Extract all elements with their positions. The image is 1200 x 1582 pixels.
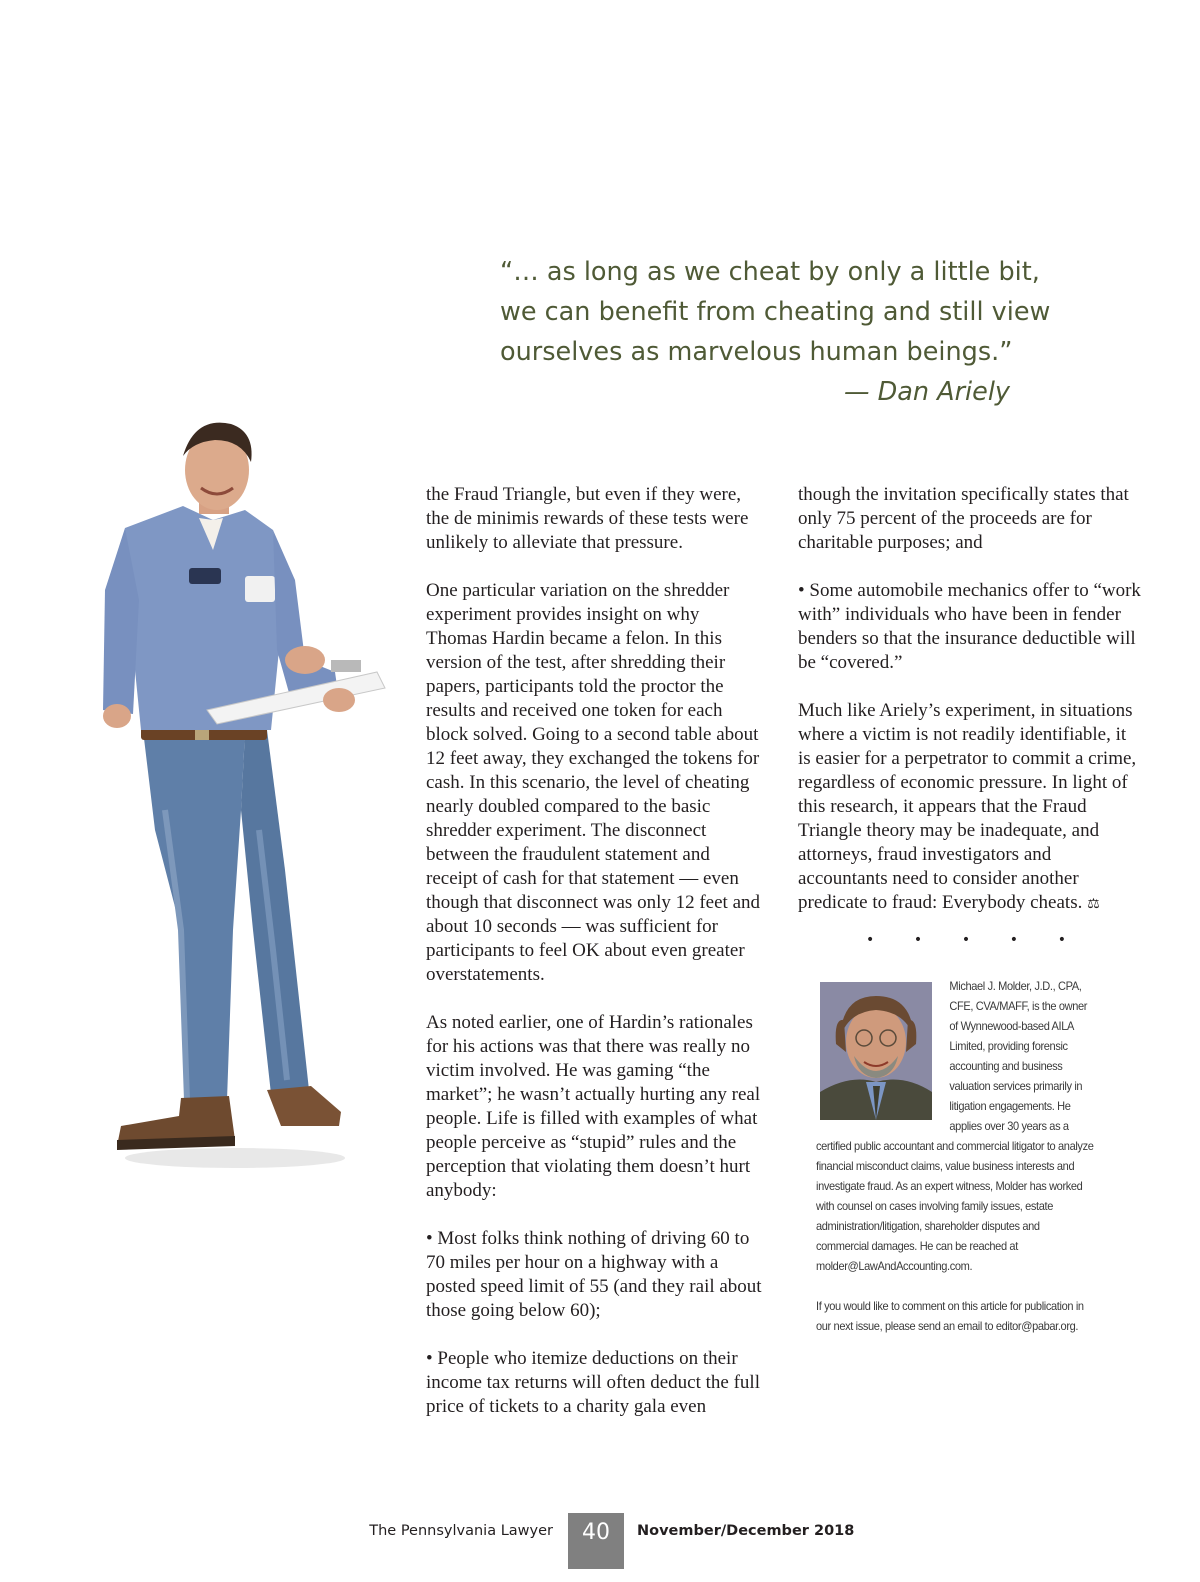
paragraph: the Fraud Triangle, but even if they were, the de minimis rewards of these tests were unlikely to alleviate that pressure. xyxy=(426,484,749,553)
separator-dot: • xyxy=(1057,932,1066,948)
section-separator xyxy=(866,932,1066,948)
author-bio xyxy=(816,976,1094,1356)
publication-name: The Pennsylvania Lawyer xyxy=(369,1523,553,1539)
comment-note: If you would like to comment on this article for publication in our next issue, please send an email to editor@pabar.org. xyxy=(816,1299,1084,1333)
page-footer xyxy=(0,1513,1200,1569)
separator-dot: • xyxy=(866,932,875,948)
pull-quote-attribution: — Dan Ariely xyxy=(843,377,1010,407)
paragraph: One particular variation on the shredder experiment provides insight on why Thomas Hardin became a felon. In this version of the test, after shredding their papers, participants told the proctor the results and received one token for each block solved. Going to a second table about 12 feet away, they exchanged the tokens for cash. In this scenario, the level of cheating nearly doubled compared to the basic shredder experiment. The disconnect between the fraudulent statement and receipt of cash for that statement — even though that disconnect was only 12 feet and about 10 seconds — was sufficient for participants to feel OK about even greater overstatements. xyxy=(426,580,761,985)
bio-text: Michael J. Molder, J.D., CPA, CFE, CVA/MAFF, is the owner of Wynnewood-based AILA Limited, providing forensic accounting and business valuation services primarily in litigation engagements. He applies over 30 years as a certified public accountant and commercial litigator to analyze financial misconduct claims, value business interests and investigate fraud. As an expert witness, Molder has worked with counsel on cases involving family issues, estate administration/litigation, shareholder disputes and commercial damages. He can be reached at molder@LawAndAccounting.com. xyxy=(816,979,1094,1273)
page-number: 40 xyxy=(568,1513,624,1569)
separator-dot: • xyxy=(913,932,923,948)
end-mark-icon: ⚖ xyxy=(1087,896,1100,912)
pull-quote-text: “… as long as we cheat by only a little bit, we can benefit from cheating and still view ourselves as marvelous human beings.” xyxy=(500,257,1051,367)
issue-date: November/December 2018 xyxy=(637,1523,855,1539)
paragraph xyxy=(798,699,1142,916)
paragraph-text: Much like Ariely’s experiment, in situations where a victim is not readily identifiable, it is easier for a perpetrator to commit a crime, regardless of economic pressure. In light of this research, it appears that the Fraud Triangle theory may be inadequate, and attorneys, fraud investigators and accountants need to consider another predicate to fraud: Everybody cheats. xyxy=(798,700,1137,913)
photo-spacer xyxy=(816,976,949,1136)
separator-dot: • xyxy=(961,932,971,948)
bullet-item: • Most folks think nothing of driving 60 to 70 miles per hour on a highway with a posted speed limit of 55 (and they rail about those going below 60); xyxy=(426,1227,762,1323)
article-column-right xyxy=(798,483,1142,940)
bullet-item: • People who itemize deductions on their income tax returns will often deduct the full price of tickets to a charity gala even xyxy=(426,1347,762,1419)
paragraph: As noted earlier, one of Hardin’s rationales for his actions was that there was really no victim involved. He was gaming “the market”; he wasn’t actually hurting any real people. Life is filled with examples of what people perceive as “stupid” rules and the perception that violating them doesn’t hurt anybody: xyxy=(426,1012,761,1201)
article-column-left xyxy=(426,483,762,1443)
pull-quote xyxy=(500,252,1080,412)
separator-dot: • xyxy=(1009,932,1019,948)
bullet-item: • Some automobile mechanics offer to “work with” individuals who have been in fender benders so that the insurance deductible will be “covered.” xyxy=(798,579,1142,675)
mechanic-with-clipboard-photo xyxy=(95,410,395,1170)
paragraph: though the invitation specifically states that only 75 percent of the proceeds are for charitable purposes; and xyxy=(798,484,1129,553)
